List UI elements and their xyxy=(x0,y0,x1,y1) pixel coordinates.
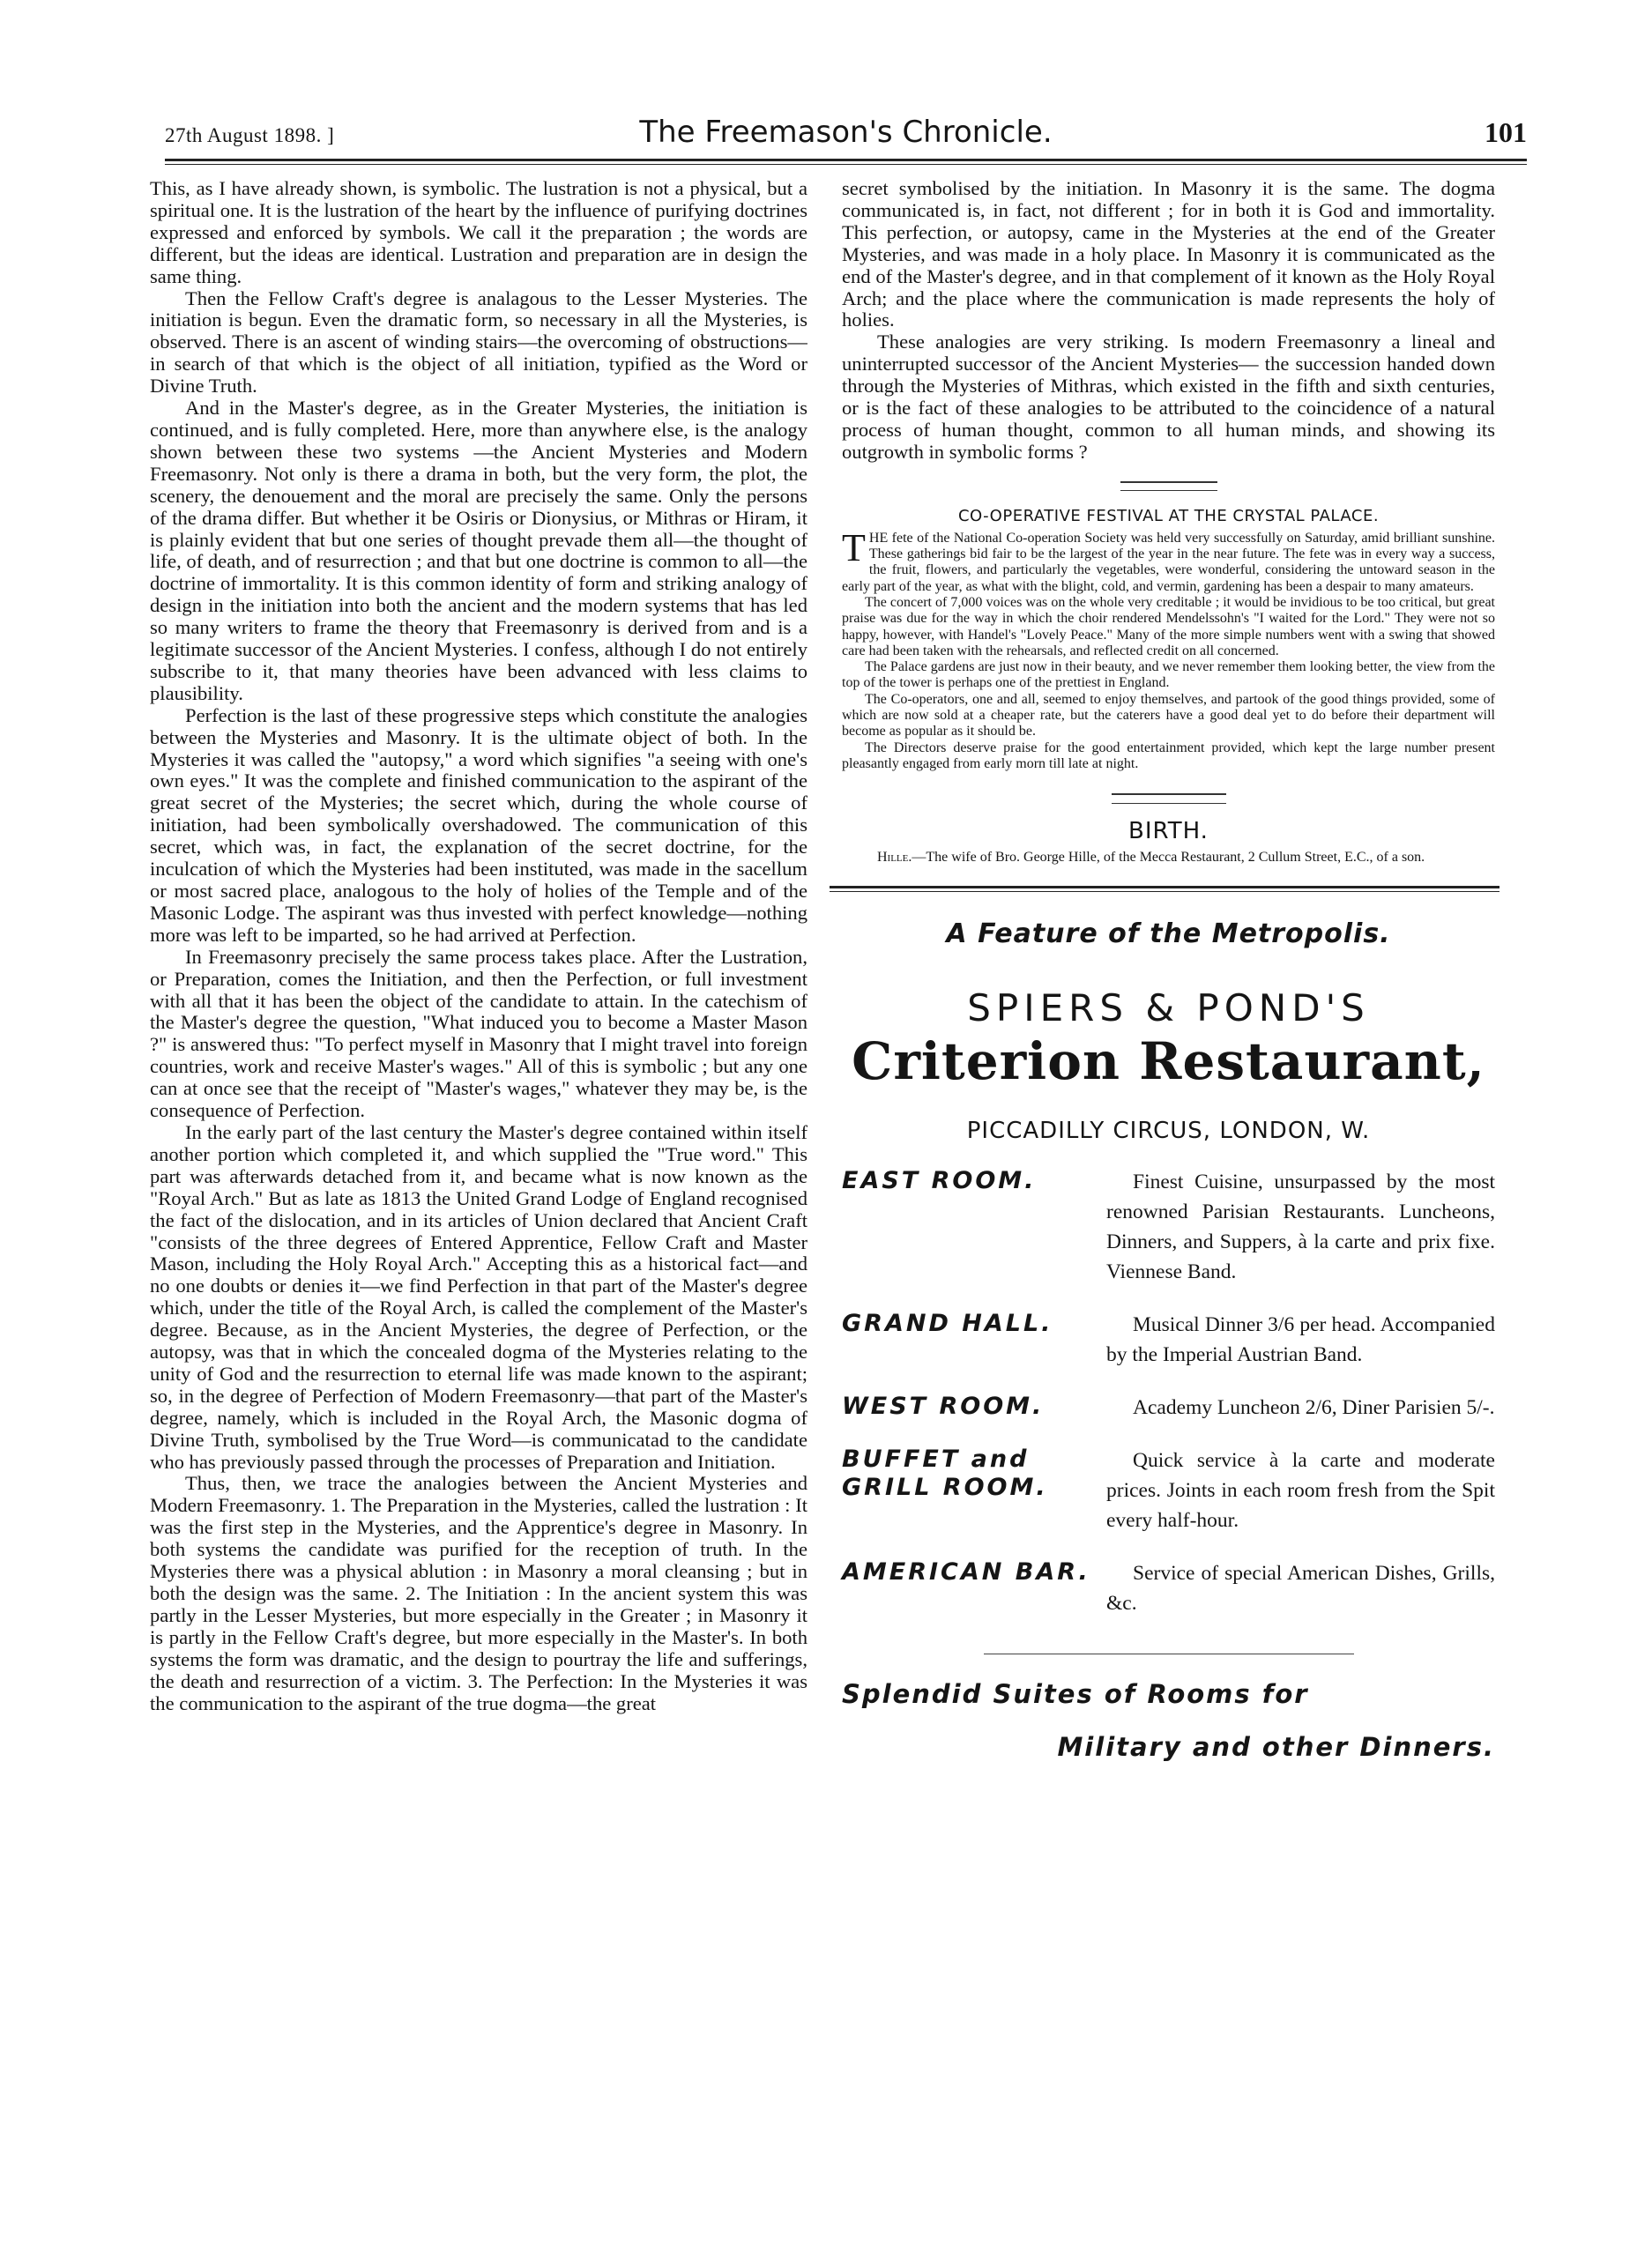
room-description: Musical Dinner 3/6 per head. Accompanied by the Imperial Austrian Band. xyxy=(1106,1312,1495,1366)
page-number: 101 xyxy=(1485,116,1527,148)
room-entry xyxy=(842,1167,1495,1287)
section-ornament xyxy=(1120,481,1217,491)
criterion-advertisement xyxy=(842,918,1495,1762)
room-name: WEST ROOM. xyxy=(842,1392,1045,1420)
article-paragraph: Then the Fellow Craft's degree is analagous to the Lesser Mysteries. The initiation is begun. Even the dramatic form, so necessary in all the Mysteries, is observed. There is an ascent of winding stairs—the overcoming of obstructions—in search of that which is the object of all initiation, typified as the Word or Divine Truth. xyxy=(150,286,807,398)
drop-cap: T xyxy=(842,525,866,569)
report-paragraph: The concert of 7,000 voices was on the whole very creditable ; it would be invidious to be too critical, but great praise was due for the way in which the choir rendered Mendelssohn's "I waited for the Lord." They were not so happy, however, with Handel's "Lovely Peace." Many of the more simple numbers went with a swing that showed care had been taken with the rehearsals, and reflected credit on all concerned. xyxy=(842,594,1495,658)
page-header xyxy=(165,111,1527,155)
room-name: AMERICAN BAR. xyxy=(842,1557,1090,1586)
cooperative-festival-report xyxy=(842,525,1495,772)
article-paragraph: These analogies are very striking. Is modern Freemasonry a lineal and uninterrupted successor of the Ancient Mysteries— the succession handed down through the Mysteries of Mithras, which existed in the fifth and sixth centuries, or is the fact of these analogies to be attributed to the coincidence of a natural process of human thought, common to all human minds, and showing its outgrowth in symbolic forms ? xyxy=(842,331,1495,463)
article-paragraph: In the early part of the last century the Master's degree contained within itself another portion which completed it, and which supplied the "True word." This part was afterwards detached from it, and became what is now known as the "Royal Arch." But as late as 1813 the United Grand Lodge of England recognised the fact of the dislocation, and in its articles of Union declared that Ancient Craft "consists of the three degrees of Entered Apprentice, Fellow Craft and Master Mason, including the Holy Royal Arch." Accepting this as a historical fact—and no one doubts or denies it—we find Perfection in that part of the Master's degree which, under the title of the Royal Arch, is called the complement of the Master's degree. Because, as in the Ancient Mysteries, the degree of Perfection, or the autopsy, was that in which the concealed dogma of the Mysteries relating to the unity of God and the resurrection to eternal life was made known to the aspirant; so, in the degree of Perfection of Modern Freemasonry—that part of the Master's degree, namely, which is included in the Royal Arch, the Masonic dogma of Divine Truth, symbolised by the True Word—is communicatad to the candidate who has previously passed through the processes of Preparation and Initiation. xyxy=(150,1120,807,1473)
header-rule-thin xyxy=(165,164,1527,165)
room-description: Service of special American Dishes, Grills, &c. xyxy=(1106,1561,1495,1615)
cooperative-festival-title: CO-OPERATIVE FESTIVAL AT THE CRYSTAL PALACE. xyxy=(957,506,1380,525)
article-paragraph: In Freemasonry precisely the same process takes place. After the Lustration, or Preparation, comes the Initiation, and then the Perfection, or full investment with all that it has been the object of the candidate to attain. In the catechism of the Master's degree the question, "What induced you to become a Master Mason ?" is answered thus: "To perfect myself in Masonry that I might travel into foreign countries, work and receive Master's wages." All of this is symbolic ; but any one can at once see that the receipt of "Master's wages," whatever they may be, is the consequence of Perfection. xyxy=(150,945,807,1122)
room-entry xyxy=(842,1393,1495,1423)
birth-surname: Hille. xyxy=(877,850,912,866)
advert-address: PICCADILLY CIRCUS, LONDON, W. xyxy=(966,1117,1371,1144)
article-paragraph: Perfection is the last of these progressive steps which constitute the analogies between the Mysteries and Masonry. It is the ultimate object of both. In the Mysteries it was called the "autopsy," a word which signifies "a seeing with one's own eyes." It was the complete and finished communication to the aspirant of the great secret of the Mysteries; the secret which, during the whole course of initiation, had been symbolically overshadowed. The communication of this secret, which was, in fact, the explanation of the secret doctrine, for the inculcation of which the Mysteries had been instituted, was made in the sacellum or most sacred place, analogous to the holy of holies of the Temple and of the Masonic Lodge. The aspirant was thus invested with perfect knowledge—nothing more was left to be imparted, so he had arrived at Perfection. xyxy=(150,703,807,946)
room-description: Finest Cuisine, unsurpassed by the most renowned Parisian Restaurants. Luncheons, Dinners, and Suppers, à la carte and prix fixe. Viennese Band. xyxy=(1106,1170,1495,1283)
birth-title: BIRTH. xyxy=(1128,818,1209,845)
room-entry xyxy=(842,1446,1495,1535)
report-paragraph: The Directors deserve praise for the good entertainment provided, which kept the large number present pleasantly engaged from early morn till late at night. xyxy=(842,740,1495,771)
right-column xyxy=(842,178,1495,2205)
newspaper-title: The Freemason's Chronicle. xyxy=(639,115,1053,150)
room-entry xyxy=(842,1558,1495,1618)
article-paragraph: secret symbolised by the initiation. In Masonry it is the same. The dogma communicated is, in fact, not different ; for in both it is God and immortality. This perfection, or autopsy, came in the Mysteries at the end of the Greater Mysteries, and was made in a holy place. In Masonry it is communicated as the end of the Master's degree, and in that complement of it known as the Holy Royal Arch; and the place where the communication is made represents the holy of holies. xyxy=(842,177,1495,331)
room-name: GRAND HALL. xyxy=(842,1309,1053,1337)
room-entry xyxy=(842,1310,1495,1370)
report-paragraph: The Palace gardens are just now in their beauty, and we never remember them looking better, the view from the top of the tower is perhaps one of the prettiest in England. xyxy=(842,659,1495,691)
suites-line-1: Splendid Suites of Rooms for xyxy=(842,1678,1309,1709)
advert-restaurant-name: Criterion Restaurant, xyxy=(852,1030,1485,1091)
header-rule xyxy=(165,159,1527,161)
advert-tagline: A Feature of the Metropolis. xyxy=(946,918,1391,949)
birth-notice xyxy=(842,850,1495,866)
report-paragraph: The Co-operators, one and all, seemed to enjoy themselves, and partook of the good things provided, some of which are now sold at a cheaper rate, but the caterers have a good deal yet to do before their department will become as popular as it should be. xyxy=(842,691,1495,740)
birth-text: —The wife of Bro. George Hille, of the Mecca Restaurant, 2 Cullum Street, E.C., of a son. xyxy=(912,850,1425,866)
room-name: BUFFET and GRILL ROOM. xyxy=(842,1445,1048,1501)
section-ornament xyxy=(1112,793,1226,804)
advert-company: SPIERS & POND'S xyxy=(967,985,1370,1029)
room-name: EAST ROOM. xyxy=(842,1166,1037,1194)
article-paragraph: Thus, then, we trace the analogies between the Ancient Mysteries and Modern Freemasonry. 1. The Preparation in the Mysteries, called the lustration : It was the first step in the Mysteries, and the Apprentice's degree in Masonry. In both systems the candidate was purified for the reception of truth. In the Mysteries there was a physical ablution : in Masonry a moral cleansing ; but in both the design was the same. 2. The Initiation : In the ancient system this was partly in the Lesser Mysteries, but more especially in the Greater ; in Masonry it is partly in the Fellow Craft's degree, but more especially in the Master's. In both systems the form was dramatic, and the design to pourtray the life and sufferings, the death and resurrection of a victim. 3. The Perfection: In the Mysteries it was the communication to the aspirant of the true dogma—the great xyxy=(150,1472,807,1714)
article-paragraph: This, as I have already shown, is symbolic. The lustration is not a physical, but a spiritual one. It is the lustration of the heart by the influence of purifying doctrines expressed and enforced by symbols. We call it the preparation ; the words are different, but the ideas are identical. Lustration and preparation are in design the same thing. xyxy=(150,178,807,287)
room-description: Academy Luncheon 2/6, Diner Parisien 5/-. xyxy=(1133,1395,1495,1419)
article-continuation xyxy=(842,178,1495,464)
room-description: Quick service à la carte and moderate prices. Joints in each room fresh from the Spit every half-hour. xyxy=(1106,1448,1495,1532)
report-paragraph: THE fete of the National Co-operation Society was held very successfully on Saturday, amid brilliant sunshine. These gatherings bid fair to be the largest of the year in the near future. The fete was in every way a success, the fruit, flowers, and particularly the vegetables, were wonderful, considering the untoward season in the early part of the year, as what with the blight, cold, and vermin, gardening has been a despair to many amateurs. xyxy=(842,525,1495,594)
suites-line-2: Military and other Dinners. xyxy=(1057,1731,1495,1762)
article-paragraph: And in the Master's degree, as in the Greater Mysteries, the initiation is continued, and is fully completed. Here, more than anywhere else, is the analogy shown between these two systems —the Ancient Mysteries and Modern Freemasonry. Not only is there a drama in both, but the very form, the plot, the scenery, the denouement and the moral are precisely the same. Only the persons of the drama differ. But whether it be Osiris or Dionysius, or Mithras or Hiram, it is plainly evident that but one series of thought prevade them all—the thought of life, of death, and of resurrection ; and that but one doctrine is common to all—the doctrine of immortality. It is this common identity of form and striking analogy of design in the initiation into both the ancient and the modern systems that has led so many writers to frame the theory that Freemasonry is derived from and is a legitimate successor of the Ancient Mysteries. I confess, although I do not entirely subscribe to it, that many theories have been advanced with less claims to plausibility. xyxy=(150,397,807,704)
advert-separator-rule xyxy=(830,886,1499,892)
issue-date: 27th August 1898. ] xyxy=(165,124,335,146)
left-column xyxy=(150,178,807,2183)
